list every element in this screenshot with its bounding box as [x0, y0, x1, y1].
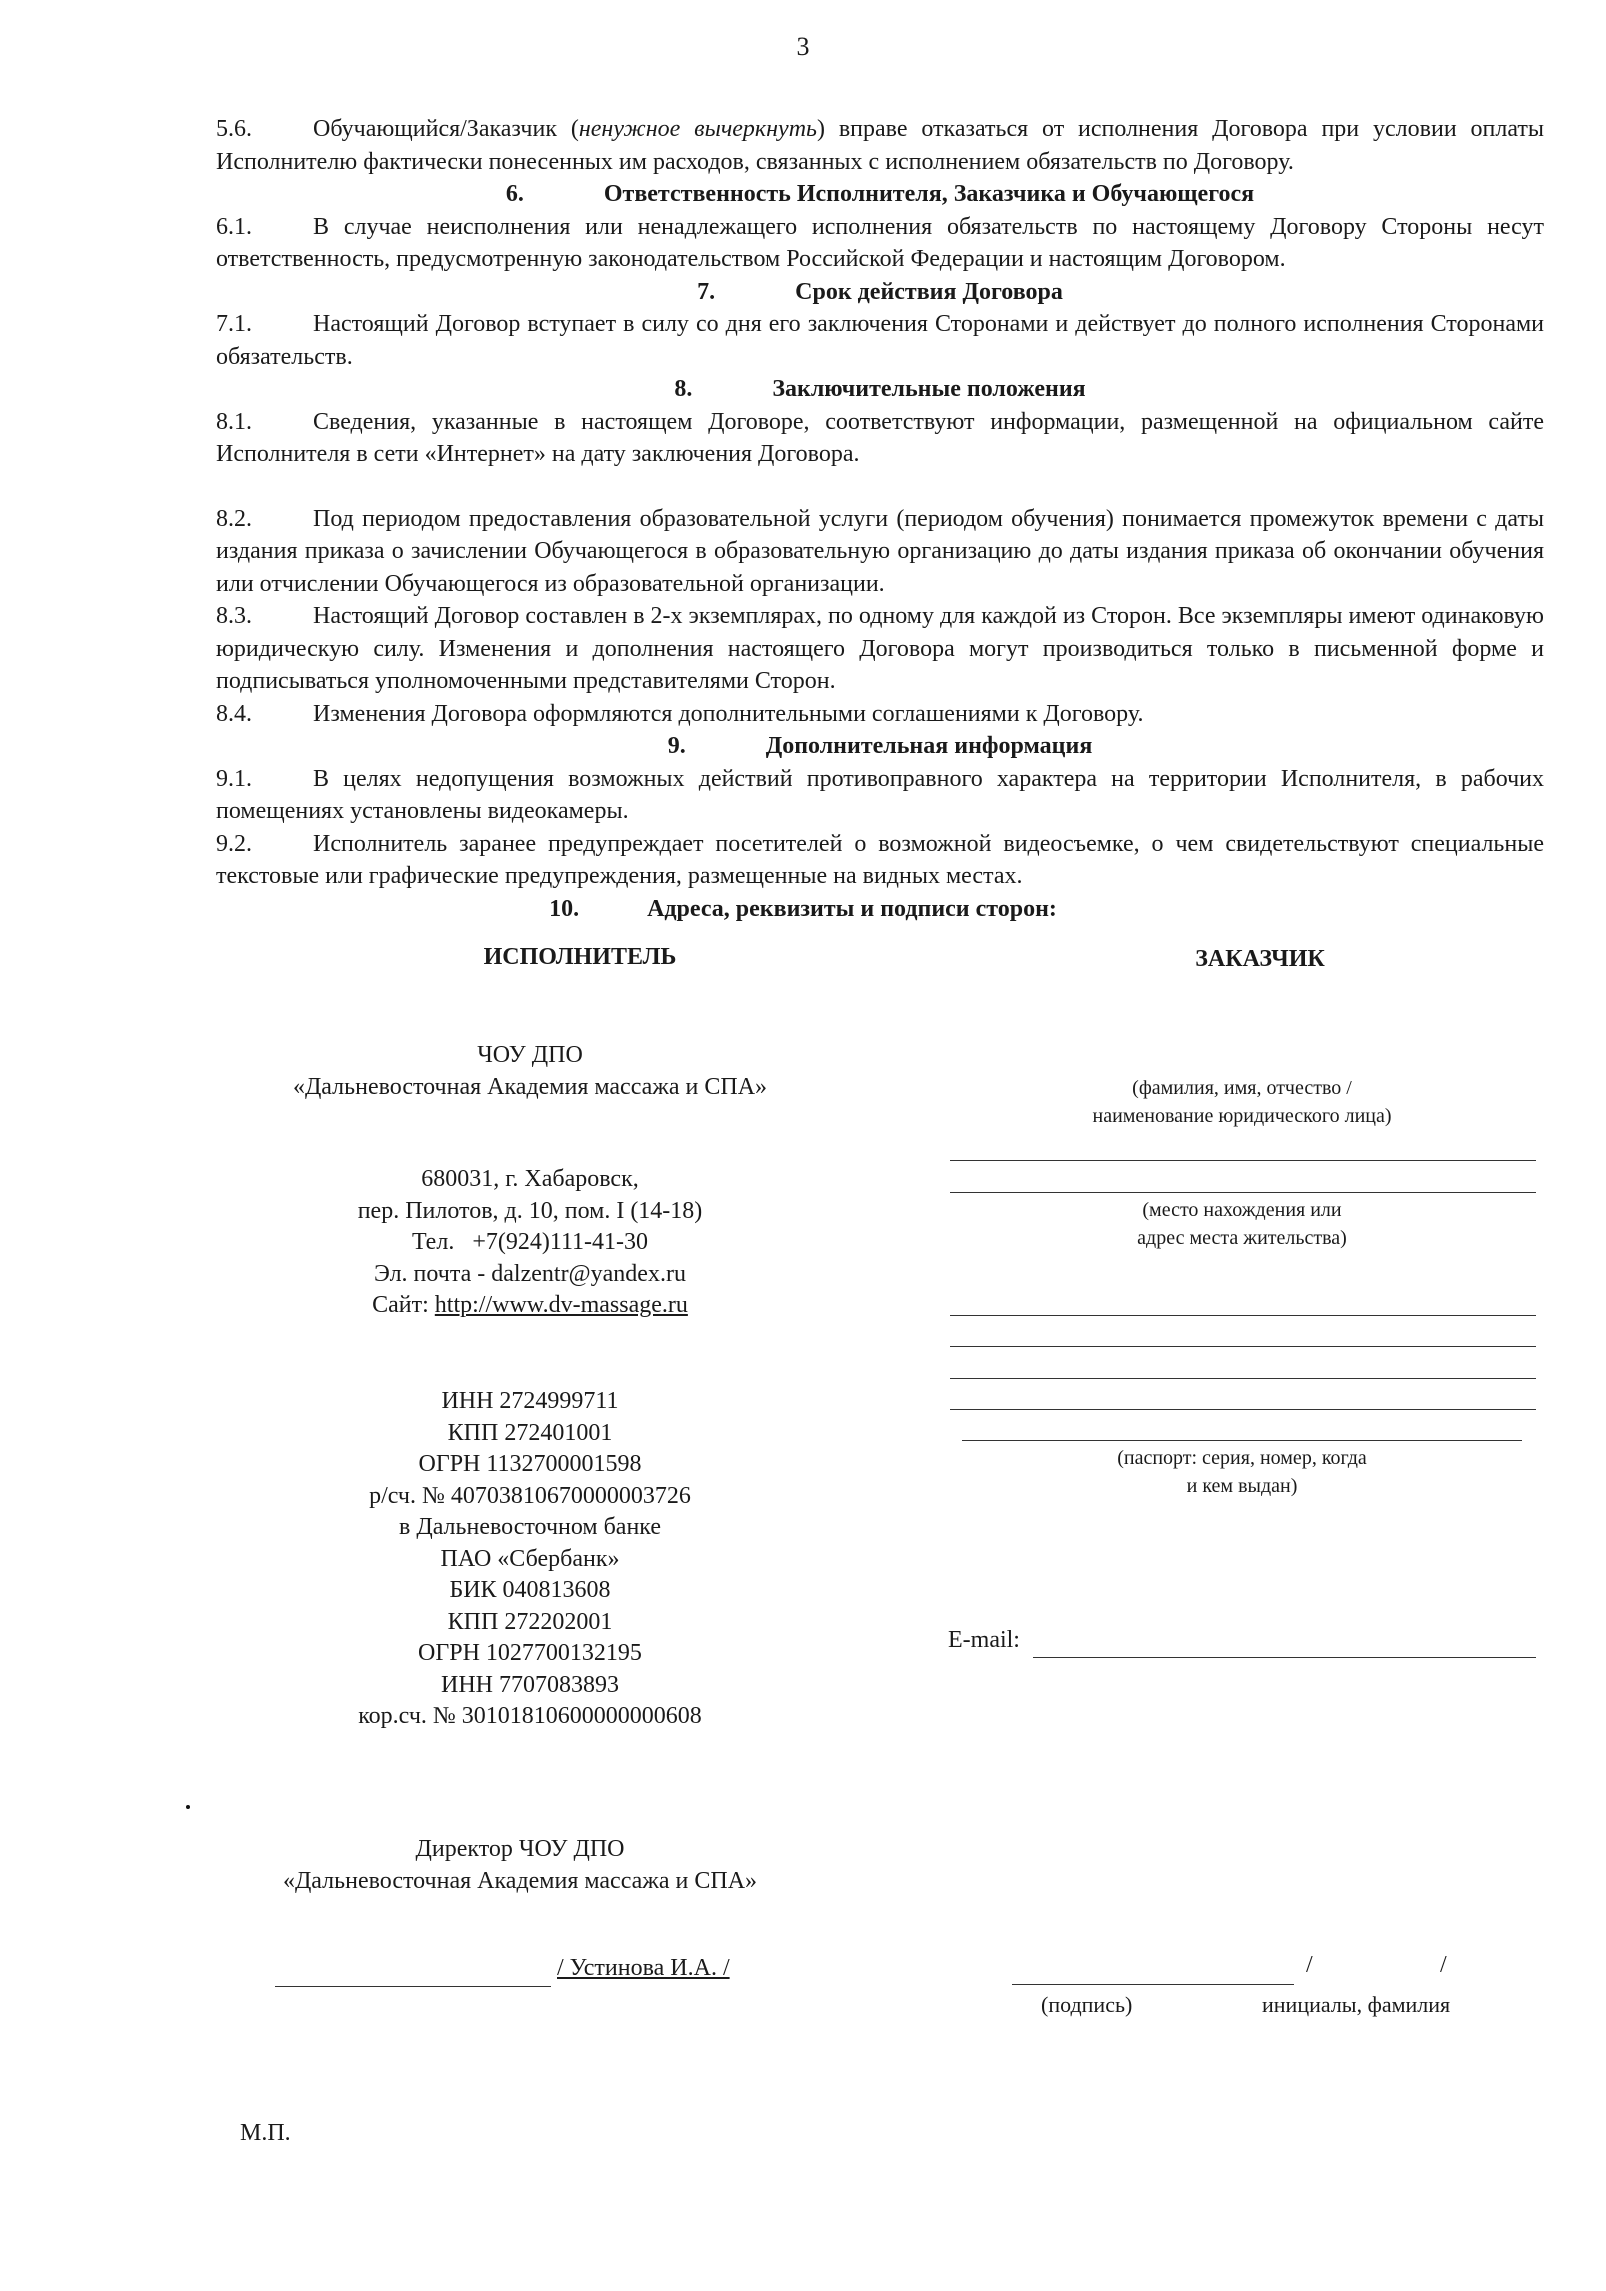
scan-speck: [186, 1805, 190, 1809]
executor-address-line-1: 680031, г. Хабаровск,: [421, 1166, 639, 1192]
executor-org-name: «Дальневосточная Академия массажа и СПА»: [292, 1073, 768, 1100]
customer-signature-end: /: [1440, 1952, 1447, 1978]
requisite-line: ИНН 7707083893: [441, 1671, 619, 1698]
section-heading-10: 10. Адреса, реквизиты и подписи сторон:: [549, 896, 1057, 922]
customer-email-line[interactable]: [1033, 1657, 1536, 1658]
clause-8-4: 8.4. Изменения Договора оформляются дополнительными соглашениями к Договору.: [216, 700, 1144, 727]
director-org: «Дальневосточная Академия массажа и СПА»: [282, 1867, 758, 1894]
executor-address-line-2: пер. Пилотов, д. 10, пом. I (14-18): [357, 1197, 703, 1224]
customer-signature-line[interactable]: [1012, 1984, 1294, 1985]
section-heading-9: 9. Дополнительная информация: [667, 733, 1093, 759]
clause-8-1: 8.1. Сведения, указанные в настоящем Договоре, соответствуют информации, размещенной на официальном сайте Исполнителя в сети «Интернет» на дату заключения Договора.: [216, 408, 1544, 467]
clause-9-1: 9.1. В целях недопущения возможных действий противоправного характера на территории Исполнителя, в рабочих помещениях установлены видеокамеры.: [216, 765, 1544, 824]
section-heading-6: 6. Ответственность Исполнителя, Заказчика и Обучающегося: [505, 181, 1255, 207]
executor-requisites: [230, 1386, 830, 1733]
executor-contacts: [230, 1164, 830, 1322]
clause-8-2: 8.2. Под периодом предоставления образовательной услуги (периодом обучения) понимается промежуток времени с даты издания приказа о зачислении Обучающегося в образовательную организацию до даты издания приказа об окончании обучения или отчислении Обучающегося из образовательной организации.: [216, 505, 1544, 597]
customer-address-hint: (место нахождения или адрес места жительства): [1137, 1199, 1347, 1249]
executor-site-link[interactable]: http://www.dv-massage.ru: [434, 1292, 688, 1318]
customer-email-label: E-mail:: [948, 1627, 1020, 1653]
requisite-line: ОГРН 1132700001598: [418, 1451, 642, 1477]
customer-name-line-1[interactable]: [950, 1160, 1536, 1161]
executor-site: Сайт: http://www.dv-massage.ru: [372, 1292, 688, 1318]
customer-initials-hint: инициалы, фамилия: [1262, 1992, 1451, 2017]
director-title: Директор ЧОУ ДПО: [415, 1836, 625, 1862]
section-heading-8: 8. Заключительные положения: [674, 376, 1086, 402]
executor-signature-name: / Устинова И.А. /: [557, 1955, 730, 1981]
stamp-place: М.П.: [240, 2120, 291, 2146]
customer-passport-hint: (паспорт: серия, номер, когда и кем выдан): [1117, 1447, 1367, 1497]
customer-signature-separator: /: [1306, 1952, 1313, 1978]
customer-address-line-1[interactable]: [950, 1315, 1536, 1316]
clause-7-1: 7.1. Настоящий Договор вступает в силу со дня его заключения Сторонами и действует до полного исполнения Сторонами обязательств.: [216, 311, 1544, 370]
customer-title: ЗАКАЗЧИК: [1195, 946, 1325, 972]
clause-5-6: 5.6. Обучающийся/Заказчик (ненужное вычеркнуть) вправе отказаться от исполнения Договора при условии оплаты Исполнителю фактически понесенных им расходов, связанных с исполнением обязательств по Договору.: [216, 113, 1544, 178]
director-block: [220, 1834, 820, 1897]
requisite-line: БИК 040813608: [449, 1577, 611, 1603]
requisite-line: ПАО «Сбербанк»: [440, 1545, 620, 1572]
executor-org-short: ЧОУ ДПО: [477, 1042, 583, 1068]
requisite-line: ОГРН 1027700132195: [418, 1640, 642, 1666]
customer-address-line-2[interactable]: [950, 1346, 1536, 1347]
executor-email: Эл. почта - dalzentr@yandex.ru: [374, 1260, 686, 1287]
contract-body: [216, 113, 1544, 893]
requisite-line: КПП 272401001: [447, 1419, 613, 1446]
spacer: [216, 471, 1544, 503]
customer-passport-line-3[interactable]: [962, 1440, 1522, 1441]
executor-org-block: [230, 1040, 830, 1103]
clause-6-1: 6.1. В случае неисполнения или ненадлежащего исполнения обязательств по настоящему Договору Стороны несут ответственность, предусмотренную законодательством Российской Федерации и настоящим Договором.: [216, 213, 1544, 272]
requisite-line: р/сч. № 40703810670000003726: [369, 1482, 691, 1509]
customer-signature-hint: (подпись): [1041, 1992, 1133, 2017]
customer-name-hint: (фамилия, имя, отчество / наименование юридического лица): [1092, 1077, 1392, 1127]
requisite-line: КПП 272202001: [447, 1608, 613, 1635]
requisite-line: кор.сч. № 30101810600000000608: [358, 1703, 702, 1729]
customer-passport-line-1[interactable]: [950, 1378, 1536, 1379]
clause-8-3: 8.3. Настоящий Договор составлен в 2-х экземплярах, по одному для каждой из Сторон. Все экземпляры имеют одинаковую юридическую силу. Изменения и дополнения настоящего Договора могут производиться только в письменной форме и подписываться уполномоченными представителями Сторон.: [216, 603, 1544, 694]
executor-phone: Тел. +7(924)111-41-30: [411, 1229, 649, 1255]
requisite-line: ИНН 2724999711: [441, 1388, 619, 1414]
section-heading-7: 7. Срок действия Договора: [697, 278, 1063, 305]
page-number: 3: [796, 32, 810, 61]
requisite-line: в Дальневосточном банке: [398, 1514, 662, 1540]
executor-title: ИСПОЛНИТЕЛЬ: [483, 944, 677, 970]
executor-signature-line[interactable]: [275, 1986, 551, 1987]
italic-note: ненужное вычеркнуть: [578, 116, 817, 142]
clause-number: 5.6.: [216, 116, 252, 142]
clause-9-2: 9.2. Исполнитель заранее предупреждает посетителей о возможной видеосъемке, о чем свидетельствуют специальные текстовые или графические предупреждения, размещенные на видных местах.: [216, 830, 1544, 889]
customer-passport-line-2[interactable]: [950, 1409, 1536, 1410]
customer-name-line-2[interactable]: [950, 1192, 1536, 1193]
